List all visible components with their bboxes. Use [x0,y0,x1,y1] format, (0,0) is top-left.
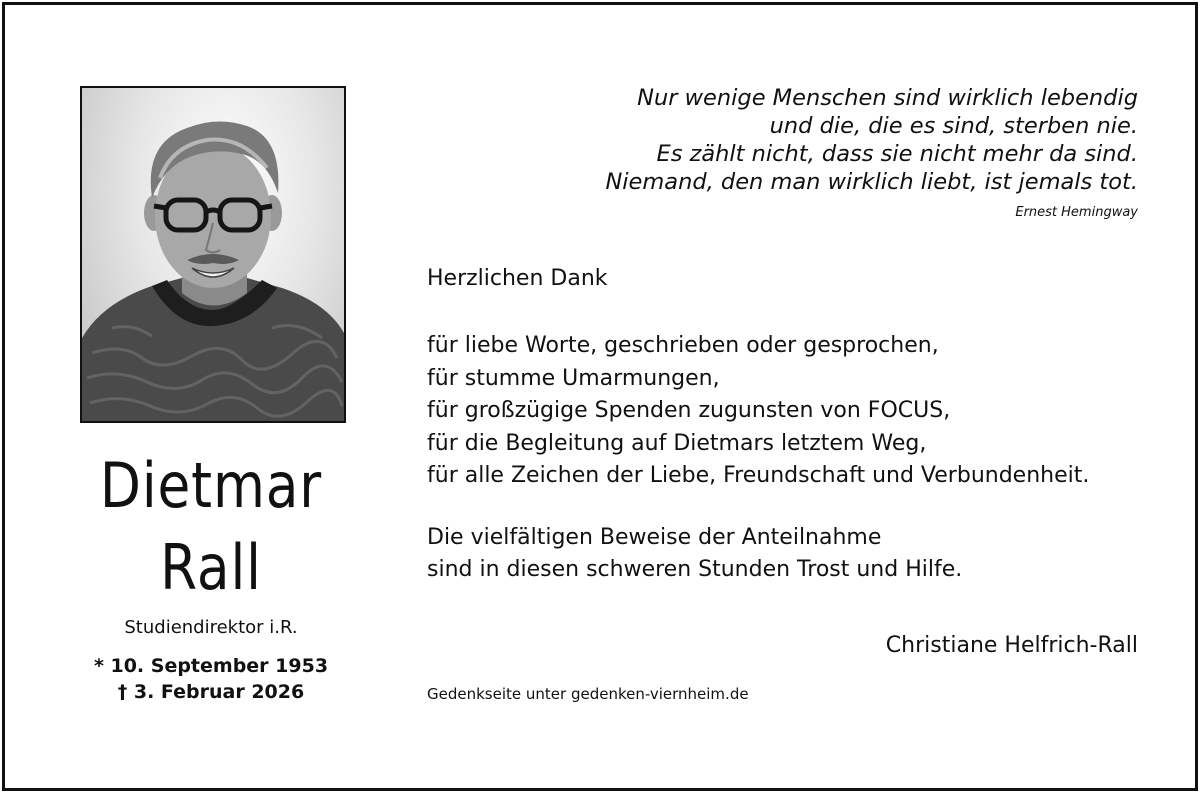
deceased-last-name: Rall [160,531,262,604]
thanks-line: für stumme Umarmungen, [427,365,720,391]
portrait-photo [80,86,346,423]
thanks-line: für alle Zeichen der Liebe, Freundschaft und Verbundenheit. [427,463,1090,488]
thanks-line: für großzügige Spenden zugunsten von FOCUS, [427,398,951,423]
closing-paragraph [427,522,962,586]
signature: Christiane Helfrich-Rall [885,633,1138,658]
birth-date: * 10. September 1953 [93,655,329,677]
thanks-heading: Herzlichen Dank [427,266,608,291]
quote-block [605,84,1138,196]
quote-line: Nur wenige Menschen sind wirklich lebendig [637,85,1138,111]
quote-author: Ernest Hemingway [1015,205,1138,220]
quote-line: Niemand, den man wirklich liebt, ist jemals tot. [605,169,1138,195]
death-date: † 3. Februar 2026 [117,681,305,703]
portrait-illustration [82,88,344,421]
quote-line: und die, die es sind, sterben nie. [769,113,1138,139]
thanks-list [427,330,1089,493]
memorial-page-note: Gedenkseite unter gedenken-viernheim.de [427,685,749,703]
quote-line: Es zählt nicht, dass sie nicht mehr da sind. [656,141,1138,167]
deceased-first-name: Dietmar [99,449,323,522]
closing-line: sind in diesen schweren Stunden Trost und Hilfe. [427,557,963,582]
closing-line: Die vielfältigen Beweise der Anteilnahme [427,525,882,550]
deceased-title: Studiendirektor i.R. [124,617,298,638]
thanks-line: für liebe Worte, geschrieben oder gesprochen, [427,333,939,358]
thanks-line: für die Begleitung auf Dietmars letztem Weg, [427,430,927,456]
